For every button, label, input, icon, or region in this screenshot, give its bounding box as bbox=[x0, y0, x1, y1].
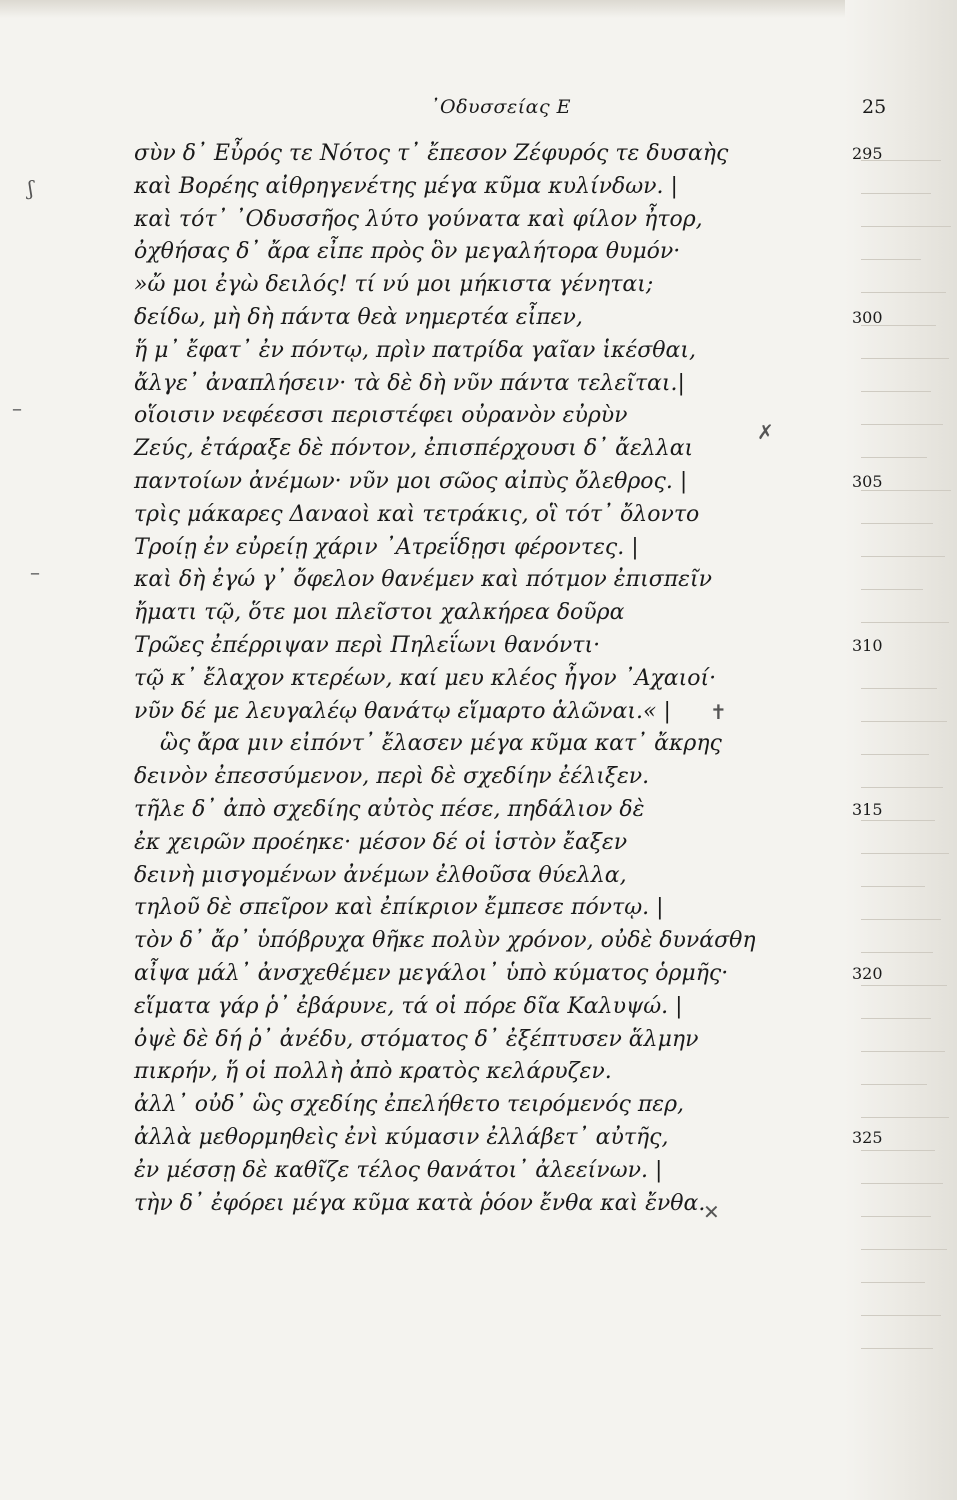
verse-line: δείδω, μὴ δὴ πάντα θεὰ νημερτέα εἶπεν, bbox=[134, 304, 583, 330]
page-number: 25 bbox=[862, 96, 887, 118]
line-number: 300 bbox=[852, 308, 883, 327]
verse-line: νῦν δέ με λευγαλέῳ θανάτῳ εἵμαρτο ἁλῶναι.« | bbox=[134, 698, 671, 724]
pencil-dash-icon: – bbox=[12, 396, 22, 420]
pencil-dash-icon: – bbox=[30, 560, 40, 584]
verse-line: σὺν δ᾿ Εὖρός τε Νότος τ᾿ ἔπεσον Ζέφυρός τε δυσαὴς bbox=[134, 141, 729, 166]
verse-line: Τρῶες ἐπέρριψαν περὶ Πηλεΐωνι θανόντι· bbox=[134, 632, 601, 658]
line-number: 315 bbox=[852, 800, 883, 819]
line-number: 305 bbox=[852, 472, 883, 491]
bleed-line bbox=[861, 1084, 927, 1085]
bleed-line bbox=[861, 424, 943, 425]
bleed-line bbox=[861, 919, 941, 920]
verse-line: ἐκ χειρῶν προέηκε· μέσον δέ οἱ ἱστὸν ἔαξεν bbox=[134, 829, 628, 855]
verse-line: ἄλγε᾿ ἀναπλήσειν· τὰ δὲ δὴ νῦν πάντα τελεῖται.| bbox=[134, 370, 685, 396]
verse-line: τὴν δ᾿ ἐφόρει μέγα κῦμα κατὰ ῥόον ἔνθα καὶ ἔνθα. bbox=[134, 1190, 706, 1216]
verse-line: ἤματι τῷ, ὅτε μοι πλεῖστοι χαλκήρεα δοῦρα bbox=[134, 600, 625, 626]
verse-line: αἶψα μάλ᾿ ἀνσχεθέμεν μεγάλοι᾿ ὑπὸ κύματος ὁρμῆς· bbox=[134, 960, 729, 986]
bleed-line bbox=[861, 787, 943, 788]
verse-line: εἵματα γάρ ῥ᾿ ἐβάρυνε, τά οἱ πόρε δῖα Καλυψώ. | bbox=[134, 993, 683, 1019]
verse-line: ἐν μέσσῃ δὲ καθῖζε τέλος θανάτοι᾿ ἀλεείνων. | bbox=[134, 1157, 663, 1183]
bleed-line bbox=[861, 886, 925, 887]
bleed-line bbox=[861, 1018, 931, 1019]
verse-line: ἥ μ᾿ ἔφατ᾿ ἐν πόντῳ, πρὶν πατρίδα γαῖαν ἱκέσθαι, bbox=[134, 337, 697, 363]
verse-line: καὶ Βορέης αἰθρηγενέτης μέγα κῦμα κυλίνδων. | bbox=[134, 173, 678, 199]
bleed-line bbox=[861, 688, 937, 689]
verse-line: ὀχθήσας δ᾿ ἄρα εἶπε πρὸς ὃν μεγαλήτορα θυμόν· bbox=[134, 239, 681, 265]
verse-line: τῆλε δ᾿ ἀπὸ σχεδίης αὐτὸς πέσε, πηδάλιον δὲ bbox=[134, 796, 645, 822]
bleed-line bbox=[861, 292, 946, 293]
pencil-cross-icon: ✝ bbox=[710, 700, 727, 724]
verse-line: ἀλλὰ μεθορμηθεὶς ἐνὶ κύμασιν ἐλλάβετ᾿ αὐτῆς, bbox=[134, 1124, 669, 1150]
bleed-line bbox=[861, 1282, 925, 1283]
bleed-line bbox=[861, 622, 949, 623]
facing-page-bleed-through bbox=[845, 0, 957, 1500]
bleed-line bbox=[861, 952, 933, 953]
verse-line: τὸν δ᾿ ἄρ᾿ ὑπόβρυχα θῆκε πολὺν χρόνον, οὐδὲ δυνάσθη bbox=[134, 928, 756, 954]
bleed-line bbox=[861, 391, 931, 392]
bleed-line bbox=[861, 358, 949, 359]
running-header bbox=[0, 96, 957, 126]
verse-line: ὀψὲ δὲ δή ῥ᾿ ἀνέδυ, στόματος δ᾿ ἐξέπτυσεν ἅλμην bbox=[134, 1026, 699, 1052]
bleed-line bbox=[861, 721, 947, 722]
bleed-line bbox=[861, 1348, 933, 1349]
bleed-line bbox=[861, 754, 929, 755]
verse-line: δεινὸν ἐπεσσύμενον, περὶ δὲ σχεδίην ἐέλιξεν. bbox=[134, 764, 650, 790]
verse-line: Ζεύς, ἐτάραξε δὲ πόντον, ἐπισπέρχουσι δ᾿ ἄελλαι bbox=[134, 436, 694, 462]
verse-line: παντοίων ἀνέμων· νῦν μοι σῶος αἰπὺς ὄλεθρος. | bbox=[134, 468, 688, 494]
pencil-cross-icon: ✕ bbox=[703, 1200, 720, 1224]
verse-line: Τροίῃ ἐν εὐρείῃ χάριν ᾿Ατρεΐδῃσι φέροντες. | bbox=[134, 534, 639, 560]
bleed-line bbox=[861, 457, 927, 458]
verse-line: δεινὴ μισγομένων ἀνέμων ἐλθοῦσα θύελλα, bbox=[134, 862, 627, 888]
verse-line: καὶ τότ᾿ ᾿Οδυσσῆος λύτο γούνατα καὶ φίλον ἦτορ, bbox=[134, 206, 703, 232]
verse-line: οἵοισιν νεφέεσσι περιστέφει οὐρανὸν εὐρὺν bbox=[134, 403, 628, 429]
line-number: 320 bbox=[852, 964, 883, 983]
verse-line: πικρήν, ἥ οἱ πολλὴ ἀπὸ κρατὸς κελάρυζεν. bbox=[134, 1059, 612, 1085]
verse-line: τρὶς μάκαρες Δαναοὶ καὶ τετράκις, οἳ τότ᾿ ὄλοντο bbox=[134, 501, 700, 527]
verse-line: »ὤ μοι ἐγὼ δειλός! τί νύ μοι μήκιστα γένηται; bbox=[134, 272, 654, 298]
bleed-line bbox=[861, 1183, 943, 1184]
page-top-edge bbox=[0, 0, 957, 18]
line-number: 310 bbox=[852, 636, 883, 655]
bleed-line bbox=[861, 1315, 941, 1316]
bleed-line bbox=[861, 556, 945, 557]
pencil-cross-icon: ✗ bbox=[757, 420, 774, 444]
bleed-line bbox=[861, 259, 921, 260]
verse-line: καὶ δὴ ἐγώ γ᾿ ὄφελον θανέμεν καὶ πότμον ἐπισπεῖν bbox=[134, 567, 712, 593]
verse-block bbox=[134, 138, 824, 1220]
bleed-line bbox=[861, 1249, 947, 1250]
bleed-line bbox=[861, 589, 923, 590]
book-title: ᾿Οδυσσείας Ε bbox=[430, 96, 572, 118]
line-number: 325 bbox=[852, 1128, 883, 1147]
bleed-line bbox=[861, 226, 951, 227]
bleed-line bbox=[861, 193, 931, 194]
verse-line: ἀλλ᾿ οὐδ᾿ ὣς σχεδίης ἐπελήθετο τειρόμενός περ, bbox=[134, 1092, 685, 1118]
bleed-line bbox=[861, 1117, 949, 1118]
verse-line: τῷ κ᾿ ἔλαχον κτερέων, καί μευ κλέος ἦγον ᾿Αχαιοί· bbox=[134, 665, 717, 691]
bleed-line bbox=[861, 1216, 931, 1217]
bleed-line bbox=[861, 523, 933, 524]
line-number: 295 bbox=[852, 144, 883, 163]
verse-line: τηλοῦ δὲ σπεῖρον καὶ ἐπίκριον ἔμπεσε πόντῳ. | bbox=[134, 895, 664, 921]
bleed-line bbox=[861, 1051, 945, 1052]
verse-line: ὣς ἄρα μιν εἰπόντ᾿ ἔλασεν μέγα κῦμα κατ᾿ ἄκρης bbox=[160, 731, 722, 757]
bleed-line bbox=[861, 853, 949, 854]
pencil-mark-icon: ʃ bbox=[28, 176, 34, 200]
